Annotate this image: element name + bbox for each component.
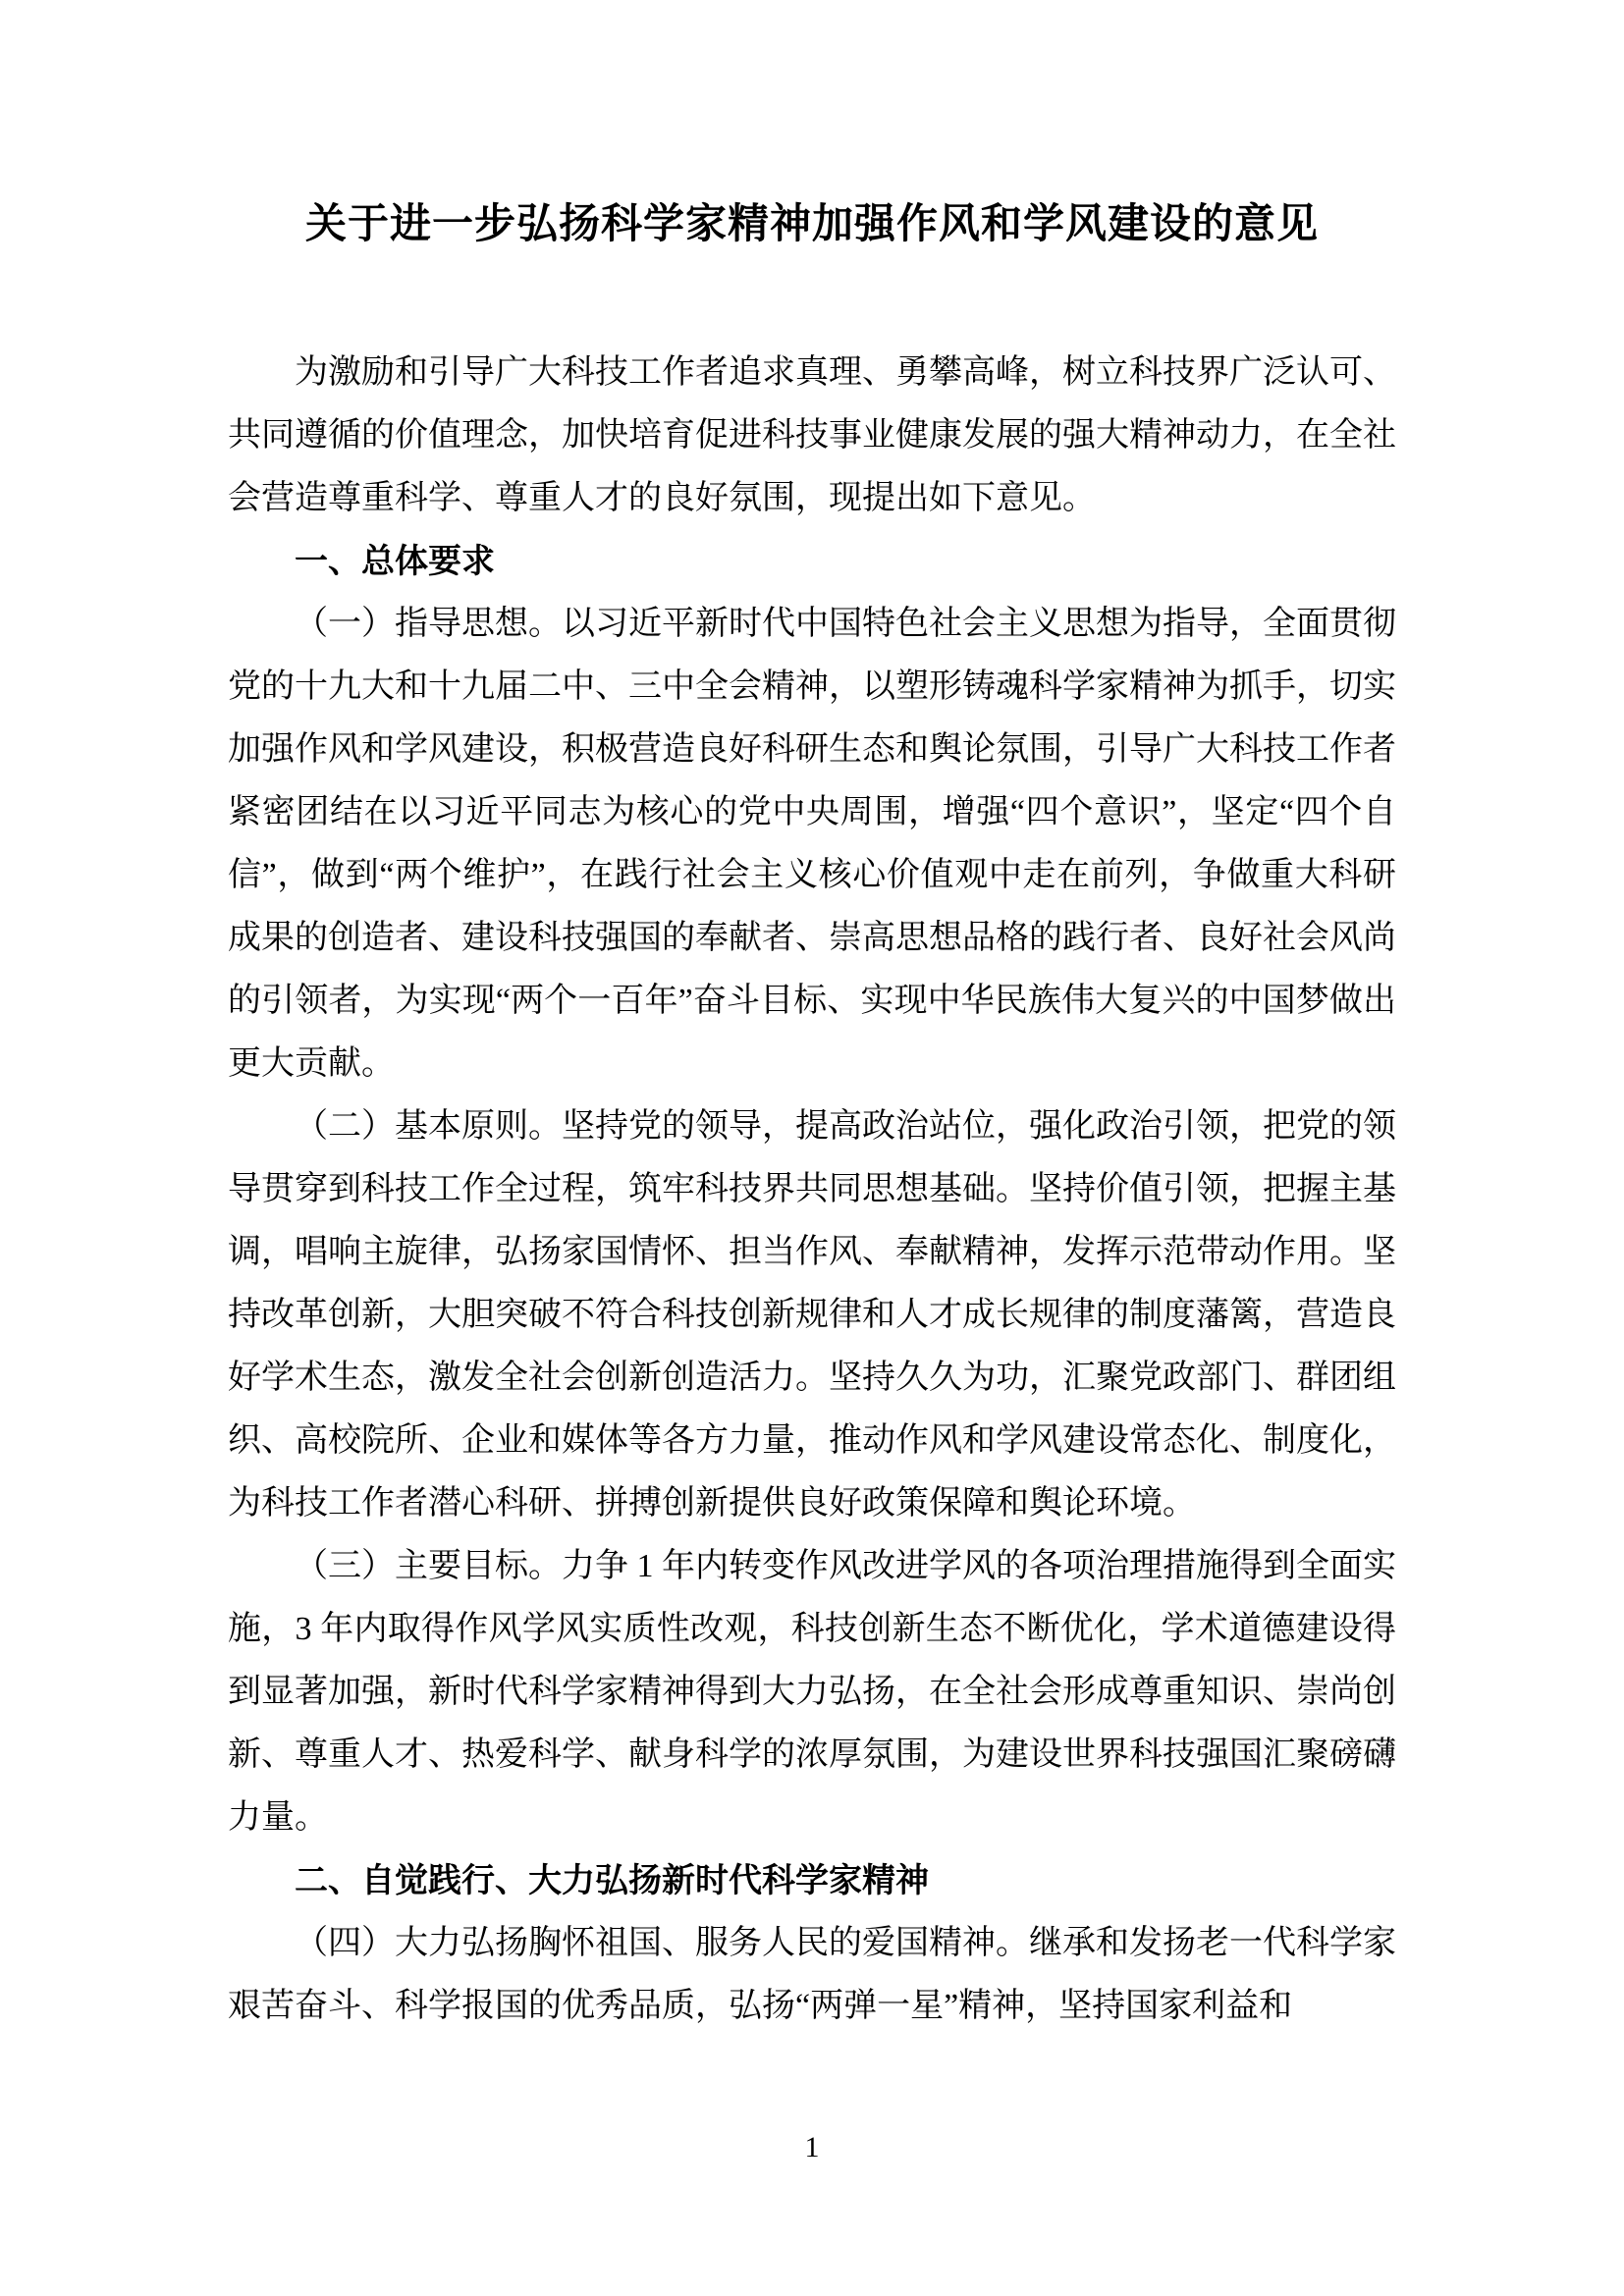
document-body	[228, 342, 1396, 2038]
document-title: 关于进一步弘扬科学家精神加强作风和学风建设的意见	[304, 200, 1319, 246]
section-heading-1: 一、总体要求	[295, 543, 495, 580]
paragraph-intro: 为激励和引导广大科技工作者追求真理、勇攀高峰，树立科技界广泛认可、共同遵循的价值理念，加快培育促进科技事业健康发展的强大精神动力，在全社会营造尊重科学、尊重人才的良好氛围，现提出如下意见。	[228, 354, 1396, 516]
paragraph-main-goals: （三）主要目标。力争 1 年内转变作风改进学风的各项治理措施得到全面实施，3 年内取得作风学风实质性改观，科技创新生态不断优化，学术道德建设得到显著加强，新时代科学家精神得到大力弘扬，在全社会形成尊重知识、崇尚创新、尊重人才、热爱科学、献身科学的浓厚氛围，为建设世界科技强国汇聚磅礴力量。	[228, 1548, 1396, 1836]
page-number: 1	[804, 2131, 820, 2163]
section-heading-2: 二、自觉践行、大力弘扬新时代科学家精神	[295, 1862, 929, 1899]
paragraph-basic-principles: （二）基本原则。坚持党的领导，提高政治站位，强化政治引领，把党的领导贯穿到科技工作全过程，筑牢科技界共同思想基础。坚持价值引领，把握主基调，唱响主旋律，弘扬家国情怀、担当作风、奉献精神，发挥示范带动作用。坚持改革创新，大胆突破不符合科技创新规律和人才成长规律的制度藩篱，营造良好学术生态，激发全社会创新创造活力。坚持久久为功，汇聚党政部门、群团组织、高校院所、企业和媒体等各方力量，推动作风和学风建设常态化、制度化，为科技工作者潜心科研、拼搏创新提供良好政策保障和舆论环境。	[228, 1108, 1396, 1522]
paragraph-guiding-ideology: （一）指导思想。以习近平新时代中国特色社会主义思想为指导，全面贯彻党的十九大和十九届二中、三中全会精神，以塑形铸魂科学家精神为抓手，切实加强作风和学风建设，积极营造良好科研生态和舆论氛围，引导广大科技工作者紧密团结在以习近平同志为核心的党中央周围，增强“四个意识”，坚定“四个自信”，做到“两个维护”，在践行社会主义核心价值观中走在前列，争做重大科研成果的创造者、建设科技强国的奉献者、崇高思想品格的践行者、良好社会风尚的引领者，为实现“两个一百年”奋斗目标、实现中华民族伟大复兴的中国梦做出更大贡献。	[228, 606, 1396, 1082]
paragraph-patriotic-spirit: （四）大力弘扬胸怀祖国、服务人民的爱国精神。继承和发扬老一代科学家艰苦奋斗、科学报国的优秀品质，弘扬“两弹一星”精神，坚持国家利益和	[228, 1925, 1396, 2024]
